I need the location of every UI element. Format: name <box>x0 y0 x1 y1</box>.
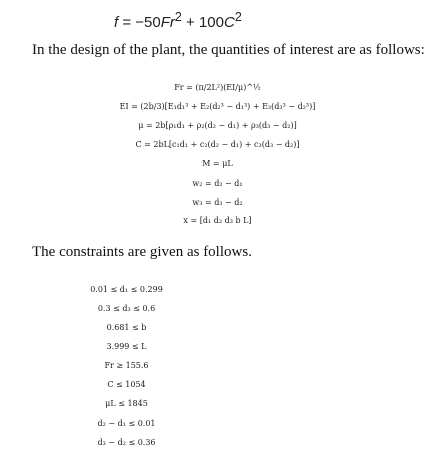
equation-w2: w₂ = d₂ − d₁ <box>192 179 243 188</box>
constraint-d3: 0.3 ≤ d₃ ≤ 0.6 <box>97 304 156 313</box>
objective-exponent-1: 2 <box>174 10 182 24</box>
objective-term-fr: Fr <box>160 14 175 31</box>
constraint-mass: μL ≤ 1845 <box>105 399 148 408</box>
equation-fr: Fr = (π/2L²)(EI/μ)^½ <box>174 83 261 92</box>
objective-plus: + 100 <box>181 14 224 31</box>
constraints-paragraph: The constraints are given as follows. <box>32 244 252 260</box>
constraint-d1: 0.01 ≤ d₁ ≤ 0.299 <box>90 285 163 294</box>
equation-design-vector: x = [d₁ d₂ d₃ b L] <box>183 216 252 225</box>
objective-function <box>114 10 242 31</box>
objective-term-c: C <box>223 14 235 31</box>
objective-lhs: f <box>114 14 119 31</box>
constraint-fr: Fr ≥ 155.6 <box>104 361 149 370</box>
equation-mass: M = μL <box>202 159 233 168</box>
constraint-l: 3.999 ≤ L <box>106 342 147 351</box>
equation-w3: w₃ = d₃ − d₂ <box>192 198 243 207</box>
objective-exponent-2: 2 <box>234 10 242 24</box>
equation-ei: EI = (2b/3)[E₁d₁³ + E₂(d₂³ − d₁³) + E₃(d₃³ − d₂³)] <box>119 102 316 111</box>
intro-paragraph: In the design of the plant, the quantities of interest are as follows: <box>32 42 425 58</box>
objective-equals: = −50 <box>118 14 161 31</box>
constraint-w3: d₃ − d₂ ≤ 0.36 <box>97 438 156 447</box>
constraint-b: 0.681 ≤ b <box>106 323 147 332</box>
constraint-c: C ≤ 1054 <box>107 380 146 389</box>
equation-mu: μ = 2b[ρ₁d₁ + ρ₂(d₂ − d₁) + ρ₃(d₃ − d₂)] <box>138 121 297 130</box>
constraint-w2: d₂ − d₁ ≤ 0.01 <box>97 419 156 428</box>
equation-cost: C = 2bL[c₁d₁ + c₂(d₂ − d₁) + c₃(d₃ − d₂)] <box>135 140 300 149</box>
